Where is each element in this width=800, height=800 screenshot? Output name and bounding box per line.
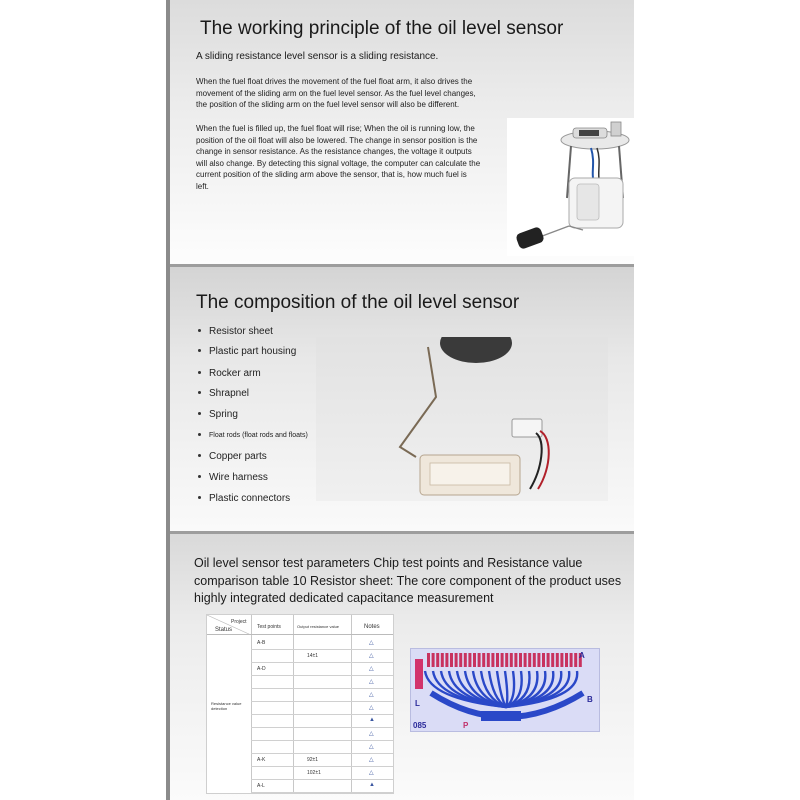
chip-pad xyxy=(537,653,540,667)
table-row xyxy=(251,662,393,663)
intro-text: A sliding resistance level sensor is a sliding resistance. xyxy=(196,51,439,62)
row-note-icon: △ xyxy=(369,653,374,659)
status-label: Resistance value detection xyxy=(211,701,242,711)
chip-pad xyxy=(560,653,563,667)
chip-pad xyxy=(501,653,504,667)
chip-pad xyxy=(556,653,559,667)
row-test-point: A-D xyxy=(257,666,266,672)
bullet-dot xyxy=(198,391,201,394)
list-item: Resistor sheet xyxy=(198,326,273,337)
chip-pad xyxy=(473,653,476,667)
chip-pad xyxy=(432,653,435,667)
bullet-dot xyxy=(198,329,201,332)
slide-composition xyxy=(170,267,634,531)
chip-pad xyxy=(528,653,531,667)
col-header-output: Output resistance value xyxy=(297,624,340,629)
chip-pad xyxy=(441,653,444,667)
bullet-dot xyxy=(198,496,201,499)
list-item: Shrapnel xyxy=(198,388,249,399)
chip-label-number: 085 xyxy=(413,721,427,730)
col-header-test-points: Test points xyxy=(257,624,281,630)
table-row xyxy=(251,753,393,754)
bullet-dot xyxy=(198,475,201,478)
chip-pad xyxy=(491,653,494,667)
chip-pad xyxy=(468,653,471,667)
chip-pad xyxy=(514,653,517,667)
table-row xyxy=(251,701,393,702)
row-test-point: A-L xyxy=(257,783,265,789)
chip-pad xyxy=(459,653,462,667)
chip-label-l: L xyxy=(415,699,420,708)
col-header-notes: Notes xyxy=(364,624,380,630)
list-item: Copper parts xyxy=(198,451,267,462)
row-note-icon: △ xyxy=(369,679,374,685)
chip-pad xyxy=(510,653,513,667)
row-output-value: 14±1 xyxy=(307,653,319,659)
chip-pad xyxy=(436,653,439,667)
table-row xyxy=(251,740,393,741)
chip-pad xyxy=(570,653,573,667)
chip-pad xyxy=(551,653,554,667)
table-row xyxy=(251,688,393,689)
chip-pad xyxy=(533,653,536,667)
row-note-icon: △ xyxy=(369,770,374,776)
slide-test-parameters xyxy=(170,534,634,800)
row-test-point: A-K xyxy=(257,757,266,763)
table-row xyxy=(251,792,393,793)
bullet-dot xyxy=(198,412,201,415)
chip-pad xyxy=(547,653,550,667)
paragraph-fuel-float: When the fuel float drives the movement of the fuel float arm, it also drives the movement of the sliding arm on the fuel level sensor. As the fuel level changes, the position of the sliding arm on the fuel level sensor will also be different. xyxy=(196,77,476,109)
row-note-icon: △ xyxy=(369,705,374,711)
chip-pad xyxy=(487,653,490,667)
chip-pad xyxy=(464,653,467,667)
chip-pad xyxy=(505,653,508,667)
bullet-dot xyxy=(198,349,201,352)
row-test-point: A-B xyxy=(257,640,266,646)
chip-pad xyxy=(482,653,485,667)
chip-label-b: B xyxy=(587,695,593,704)
chip-pad xyxy=(519,653,522,667)
table-row xyxy=(251,727,393,728)
row-note-icon: △ xyxy=(369,757,374,763)
resistance-table xyxy=(206,614,394,794)
table-row xyxy=(251,779,393,780)
chip-pad xyxy=(478,653,481,667)
sensor-composition-photo xyxy=(316,337,608,501)
slide-working-principle xyxy=(170,0,634,264)
chip-pad xyxy=(524,653,527,667)
chip-pad xyxy=(542,653,545,667)
corner-project-label: Project xyxy=(231,619,247,625)
row-output-value: 92±1 xyxy=(307,757,319,763)
slide-title: The working principle of the oil level sensor xyxy=(200,18,564,39)
row-note-icon: △ xyxy=(369,744,374,750)
chip-pad xyxy=(427,653,430,667)
chip-label-p: P xyxy=(463,721,469,730)
chip-pad xyxy=(496,653,499,667)
bullet-dot xyxy=(198,371,201,374)
row-note-icon: ▲ xyxy=(369,782,375,788)
chip-test-points-diagram xyxy=(410,648,600,732)
chip-pad xyxy=(574,653,577,667)
chip-pad xyxy=(455,653,458,667)
row-note-icon: △ xyxy=(369,640,374,646)
chip-pad xyxy=(445,653,448,667)
list-item: Float rods (float rods and floats) xyxy=(198,432,308,439)
list-item: Plastic connectors xyxy=(198,493,290,504)
row-note-icon: △ xyxy=(369,692,374,698)
corner-status-label: Status xyxy=(215,627,233,633)
list-item: Spring xyxy=(198,409,238,420)
row-note-icon: △ xyxy=(369,666,374,672)
table-row xyxy=(251,766,393,767)
list-item: Wire harness xyxy=(198,472,268,483)
bullet-dot xyxy=(198,433,201,436)
slide-title: Oil level sensor test parameters Chip test points and Resistance value comparison table 10 Resistor sheet: The core component of the product uses highly integrated dedicated capacitance measurement xyxy=(194,556,622,605)
chip-label-a: A xyxy=(579,651,585,660)
list-item: Rocker arm xyxy=(198,368,261,379)
table-row xyxy=(251,714,393,715)
row-note-icon: △ xyxy=(369,731,374,737)
table-row xyxy=(251,649,393,650)
paragraph-fuel-level: When the fuel is filled up, the fuel float will rise; When the oil is running low, the position of the oil float will also be lowered. The change in sensor position is the change in sensor resistance. As the resistance changes, the voltage it outputs will also change. By detecting this signal voltage, the computer can calculate the current position of the sliding arm above the sensor, that is, how much fuel is left. xyxy=(196,124,481,191)
chip-pad xyxy=(450,653,453,667)
bullet-dot xyxy=(198,454,201,457)
chip-pad xyxy=(565,653,568,667)
slide-title: The composition of the oil level sensor xyxy=(196,292,520,313)
list-item: Plastic part housing xyxy=(198,346,296,357)
row-note-icon: ▲ xyxy=(369,717,375,723)
table-row xyxy=(251,675,393,676)
fuel-pump-photo xyxy=(507,118,634,256)
row-output-value: 102±1 xyxy=(307,770,321,776)
